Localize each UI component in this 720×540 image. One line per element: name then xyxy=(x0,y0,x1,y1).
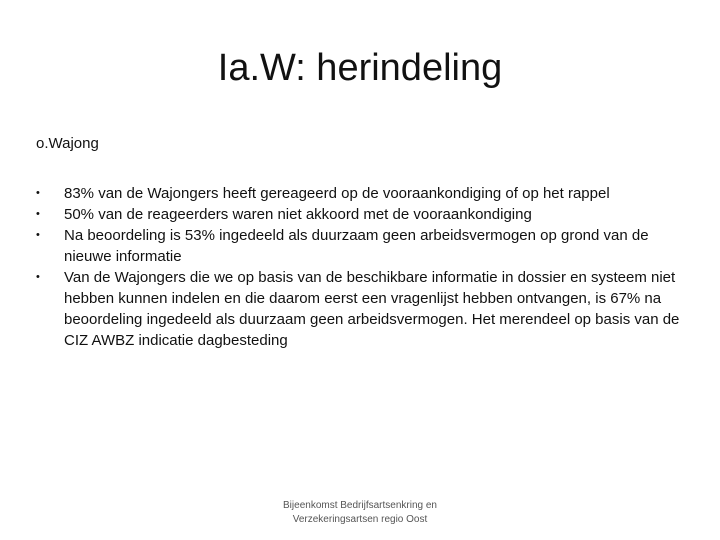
bullet-list xyxy=(36,183,686,351)
bullet-marker: • xyxy=(36,271,40,283)
bullet-text: 50% van de reageerders waren niet akkoord met de vooraankondiging xyxy=(64,206,532,223)
bullet-item xyxy=(36,204,686,225)
bullet-marker: • xyxy=(36,208,40,220)
slide-footer xyxy=(235,499,485,527)
bullet-text: 83% van de Wajongers heeft gereageerd op de vooraankondiging of op het rappel xyxy=(64,185,610,202)
slide-subheading: o.Wajong xyxy=(36,135,99,152)
bullet-marker: • xyxy=(36,229,40,241)
bullet-item xyxy=(36,225,686,267)
bullet-text: Na beoordeling is 53% ingedeeld als duurzaam geen arbeidsvermogen op grond van de nieuwe informatie xyxy=(64,227,649,265)
bullet-marker: • xyxy=(36,187,40,199)
bullet-text: Van de Wajongers die we op basis van de beschikbare informatie in dossier en systeem niet hebben kunnen indelen en die daarom eerst een vragenlijst hebben ontvangen, is 67% na beoordeling ingedeeld als duurzaam geen arbeidsvermogen. Het merendeel op basis van de CIZ AWBZ indicatie dagbesteding xyxy=(64,269,680,349)
footer-line-1: Bijeenkomst Bedrijfsartsenkring en xyxy=(283,500,437,511)
footer-line-2: Verzekeringsartsen regio Oost xyxy=(292,514,428,525)
slide-title: Ia.W: herindeling xyxy=(217,47,503,89)
bullet-item xyxy=(36,267,686,351)
bullet-item xyxy=(36,183,686,204)
